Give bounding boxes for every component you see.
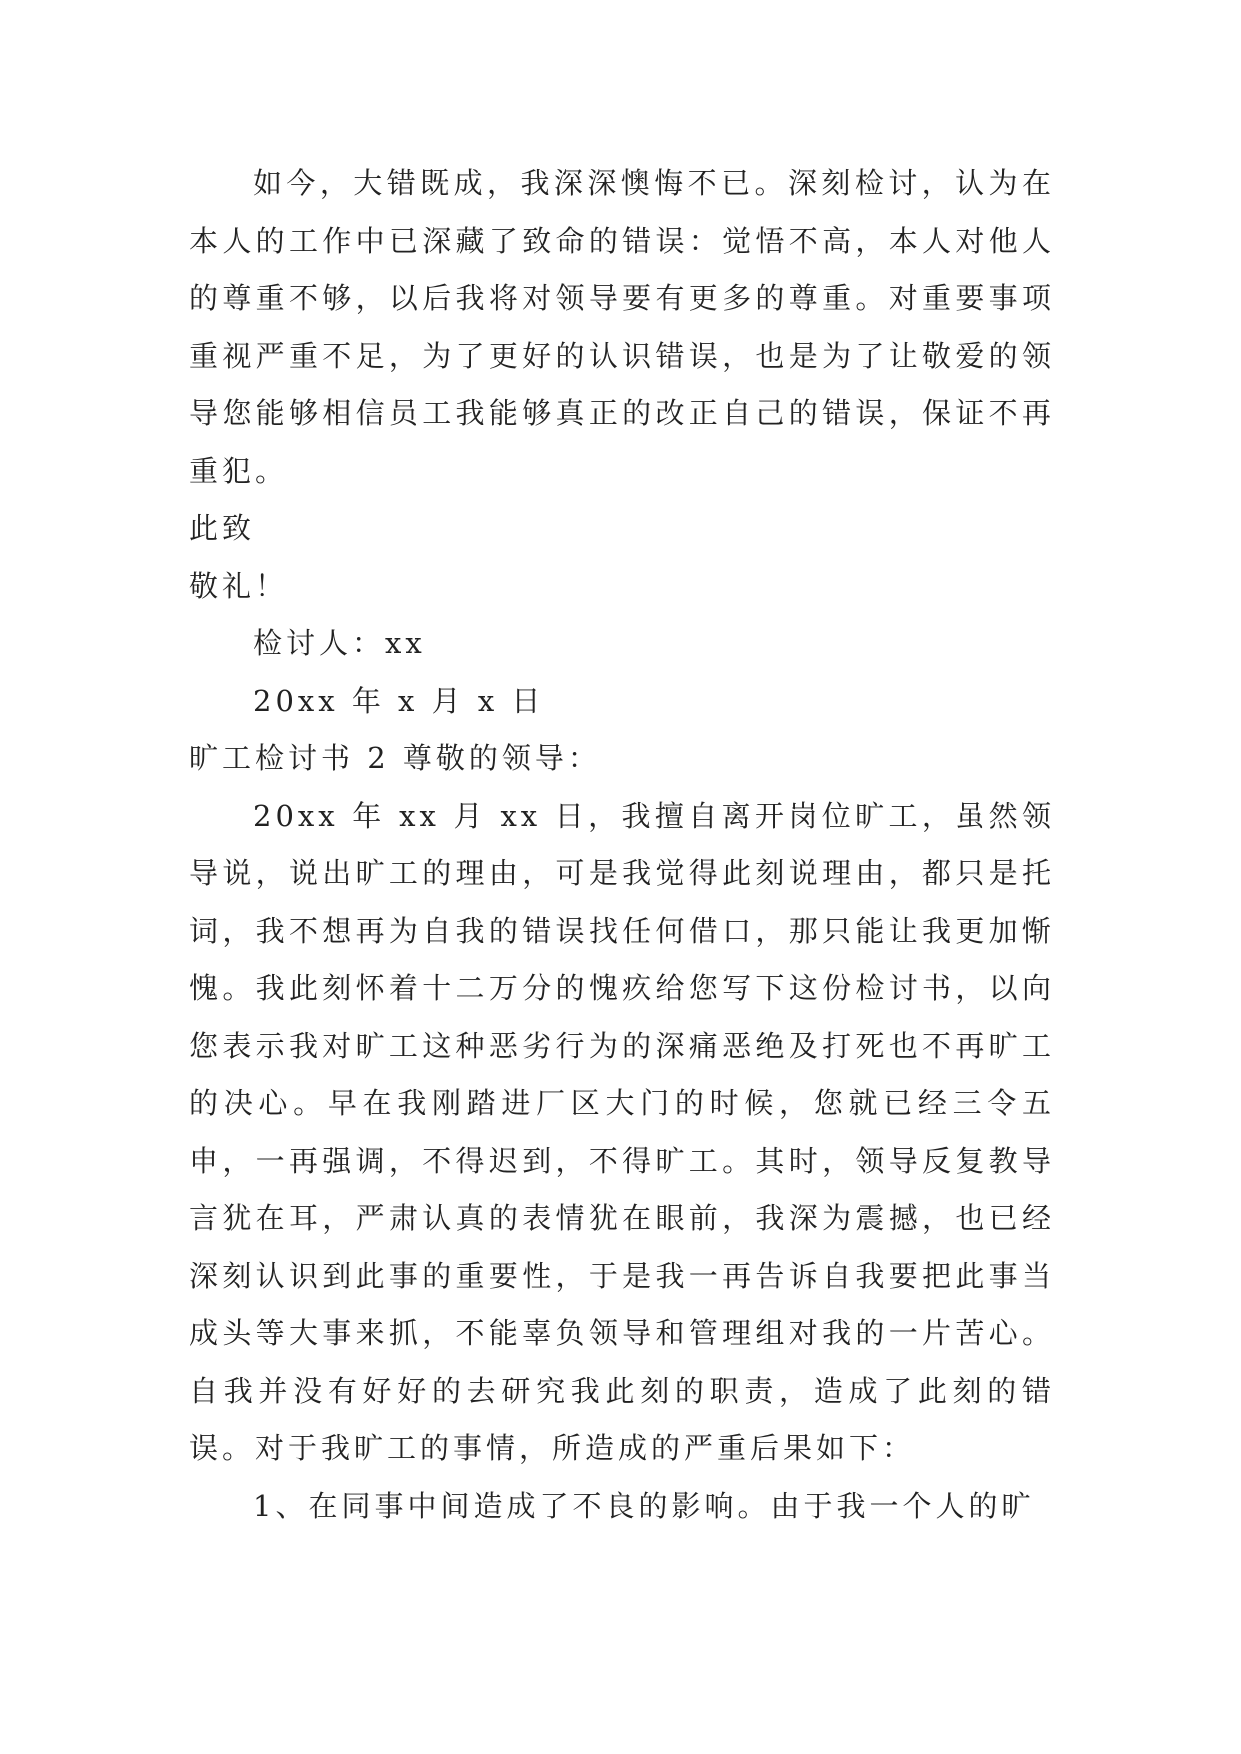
signature-line: 检讨人：xx: [253, 626, 426, 660]
paragraph-consequence-1: 1、在同事中间造成了不良的影响。由于我一个人的旷: [253, 1488, 1035, 1523]
closing-regards: 敬礼！: [189, 568, 289, 603]
closing-salutation: 此致: [189, 511, 256, 545]
paragraph-absence-account: 20xx 年 xx 月 xx 日，我擅自离开岗位旷工，虽然领导说，说出旷工的理由，可是我觉得此刻说理由，都只是托词，我不想再为自我的错误找任何借口，那只能让我更加惭愧。我此刻怀着十二万分的愧疚给您写下这份检讨书，以向您表示我对旷工这种恶劣行为的深痛恶绝及打死也不再旷工的决心。早在我刚踏进厂区大门的时候，您就已经三令五申，一再强调，不得迟到，不得旷工。其时，领导反复教导言犹在耳，严肃认真的表情犹在眼前，我深为震撼，也已经深刻认识到此事的重要性，于是我一再告诉自我要把此事当成头等大事来抓，不能辜负领导和管理组对我的一片苦心。自我并没有好好的去研究我此刻的职责，造成了此刻的错误。对于我旷工的事情，所造成的严重后果如下：: [189, 798, 1055, 1465]
document-body: [189, 155, 1055, 1535]
section-heading: 旷工检讨书 2 尊敬的领导：: [189, 741, 601, 775]
paragraph-reflection: 如今，大错既成，我深深懊悔不已。深刻检讨，认为在本人的工作中已深藏了致命的错误：觉悟不高，本人对他人的尊重不够，以后我将对领导要有更多的尊重。对重要事项重视严重不足，为了更好的认识错误，也是为了让敬爱的领导您能够相信员工我能够真正的改正自己的错误，保证不再重犯。: [189, 166, 1055, 488]
date-line: 20xx 年 x 月 x 日: [253, 683, 545, 718]
